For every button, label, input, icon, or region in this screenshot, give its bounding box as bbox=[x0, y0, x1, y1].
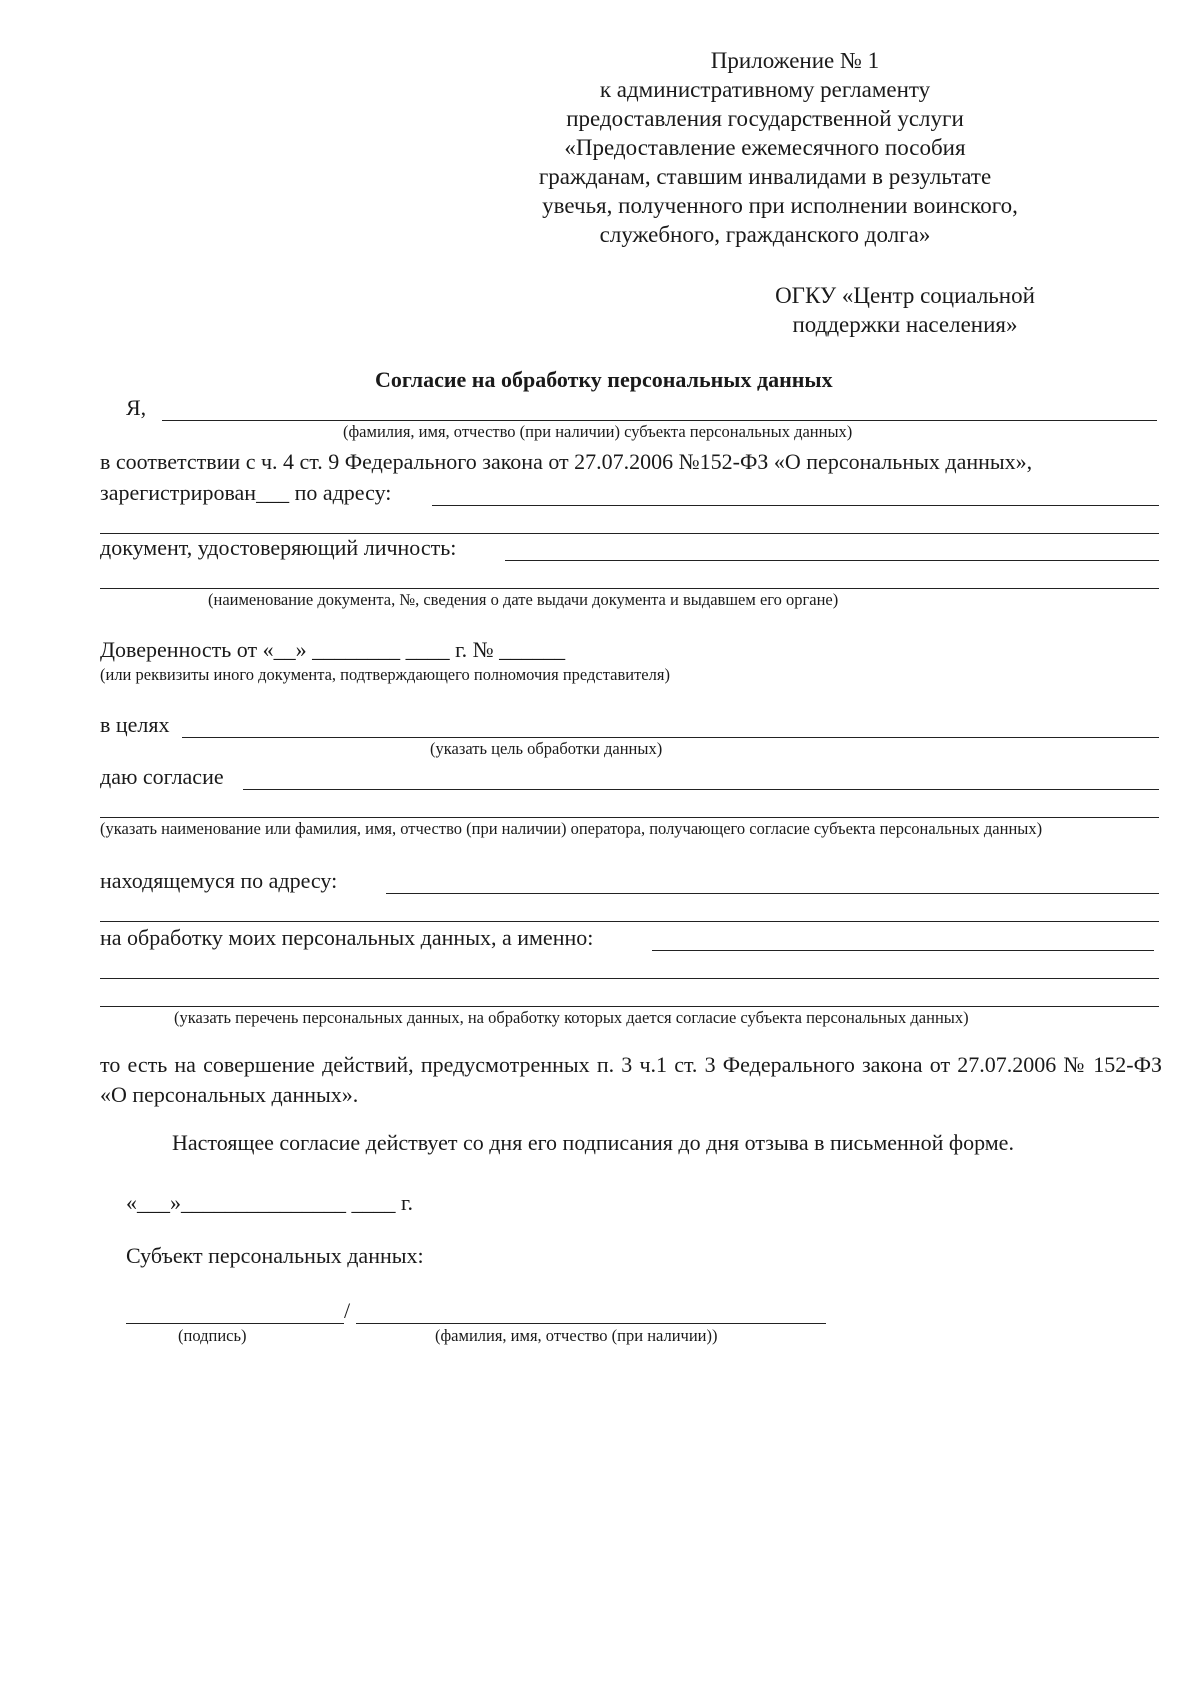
id-document-hint: (наименование документа, №, сведения о дате выдачи документа и выдавшем его органе) bbox=[208, 590, 839, 609]
appendix-line-5: гражданам, ставшим инвалидами в результате bbox=[538, 164, 992, 189]
registered-address-field-line-2[interactable] bbox=[100, 533, 1159, 534]
fio-field[interactable] bbox=[162, 420, 1157, 421]
addressee-line-2: поддержки населения» bbox=[792, 312, 1018, 337]
purpose-label: в целях bbox=[100, 712, 170, 737]
validity-statement: Настоящее согласие действует со дня его подписания до дня отзыва в письменной форме. bbox=[172, 1130, 1014, 1155]
id-document-field-line-2[interactable] bbox=[100, 588, 1159, 589]
power-of-attorney-hint: (или реквизиты иного документа, подтверждающего полномочия представителя) bbox=[100, 665, 670, 684]
id-document-label: документ, удостоверяющий личность: bbox=[100, 535, 457, 560]
registered-address-field[interactable] bbox=[432, 505, 1159, 506]
subject-label: Субъект персональных данных: bbox=[126, 1243, 424, 1268]
consent-to-label: даю согласие bbox=[100, 764, 224, 789]
operator-address-label: находящемуся по адресу: bbox=[100, 868, 338, 893]
appendix-line-2: к административному регламенту bbox=[599, 77, 931, 102]
form-title: Согласие на обработку персональных данных bbox=[375, 367, 833, 392]
power-of-attorney-line: Доверенность от «__» ________ ____ г. № ______ bbox=[100, 637, 566, 662]
data-list-label: на обработку моих персональных данных, а именно: bbox=[100, 925, 594, 950]
data-list-field-line-2[interactable] bbox=[100, 978, 1159, 979]
data-list-field[interactable] bbox=[652, 950, 1154, 951]
signature-name-field[interactable] bbox=[356, 1323, 826, 1324]
operator-field[interactable] bbox=[243, 789, 1159, 790]
date-field[interactable]: «___»_______________ ____ г. bbox=[126, 1190, 414, 1215]
appendix-line-6: увечья, полученного при исполнении воинского, bbox=[542, 193, 1018, 218]
signature-separator: / bbox=[344, 1298, 351, 1323]
id-document-field[interactable] bbox=[505, 560, 1159, 561]
signature-name-hint: (фамилия, имя, отчество (при наличии)) bbox=[435, 1326, 718, 1345]
operator-field-line-2[interactable] bbox=[100, 817, 1159, 818]
law-reference-line: в соответствии с ч. 4 ст. 9 Федерального закона от 27.07.2006 №152-ФЗ «О персональных данных», bbox=[100, 449, 1033, 474]
signature-hint: (подпись) bbox=[178, 1326, 247, 1345]
data-list-field-line-3[interactable] bbox=[100, 1006, 1159, 1007]
operator-address-field[interactable] bbox=[386, 893, 1159, 894]
purpose-field[interactable] bbox=[182, 737, 1159, 738]
appendix-line-4: «Предоставление ежемесячного пособия bbox=[564, 135, 966, 160]
appendix-line-1: Приложение № 1 bbox=[710, 48, 880, 73]
fio-hint: (фамилия, имя, отчество (при наличии) субъекта персональных данных) bbox=[343, 422, 853, 441]
addressee-line-1: ОГКУ «Центр социальной bbox=[775, 283, 1035, 308]
actions-paragraph: то есть на совершение действий, предусмотренных п. 3 ч.1 ст. 3 Федерального закона от 27.07.2006 № 152-ФЗ «О персональных данных». bbox=[100, 1052, 1162, 1107]
i-label: Я, bbox=[126, 395, 147, 420]
data-list-hint: (указать перечень персональных данных, на обработку которых дается согласие субъекта персональных данных) bbox=[174, 1008, 969, 1027]
appendix-line-3: предоставления государственной услуги bbox=[566, 106, 964, 131]
operator-address-field-line-2[interactable] bbox=[100, 921, 1159, 922]
purpose-hint: (указать цель обработки данных) bbox=[430, 739, 663, 758]
registered-address-label: зарегистрирован___ по адресу: bbox=[100, 480, 392, 505]
appendix-line-7: служебного, гражданского долга» bbox=[599, 222, 931, 247]
operator-hint: (указать наименование или фамилия, имя, отчество (при наличии) оператора, получающего согласие субъекта персональных данных) bbox=[100, 819, 1043, 838]
signature-field[interactable] bbox=[126, 1323, 344, 1324]
